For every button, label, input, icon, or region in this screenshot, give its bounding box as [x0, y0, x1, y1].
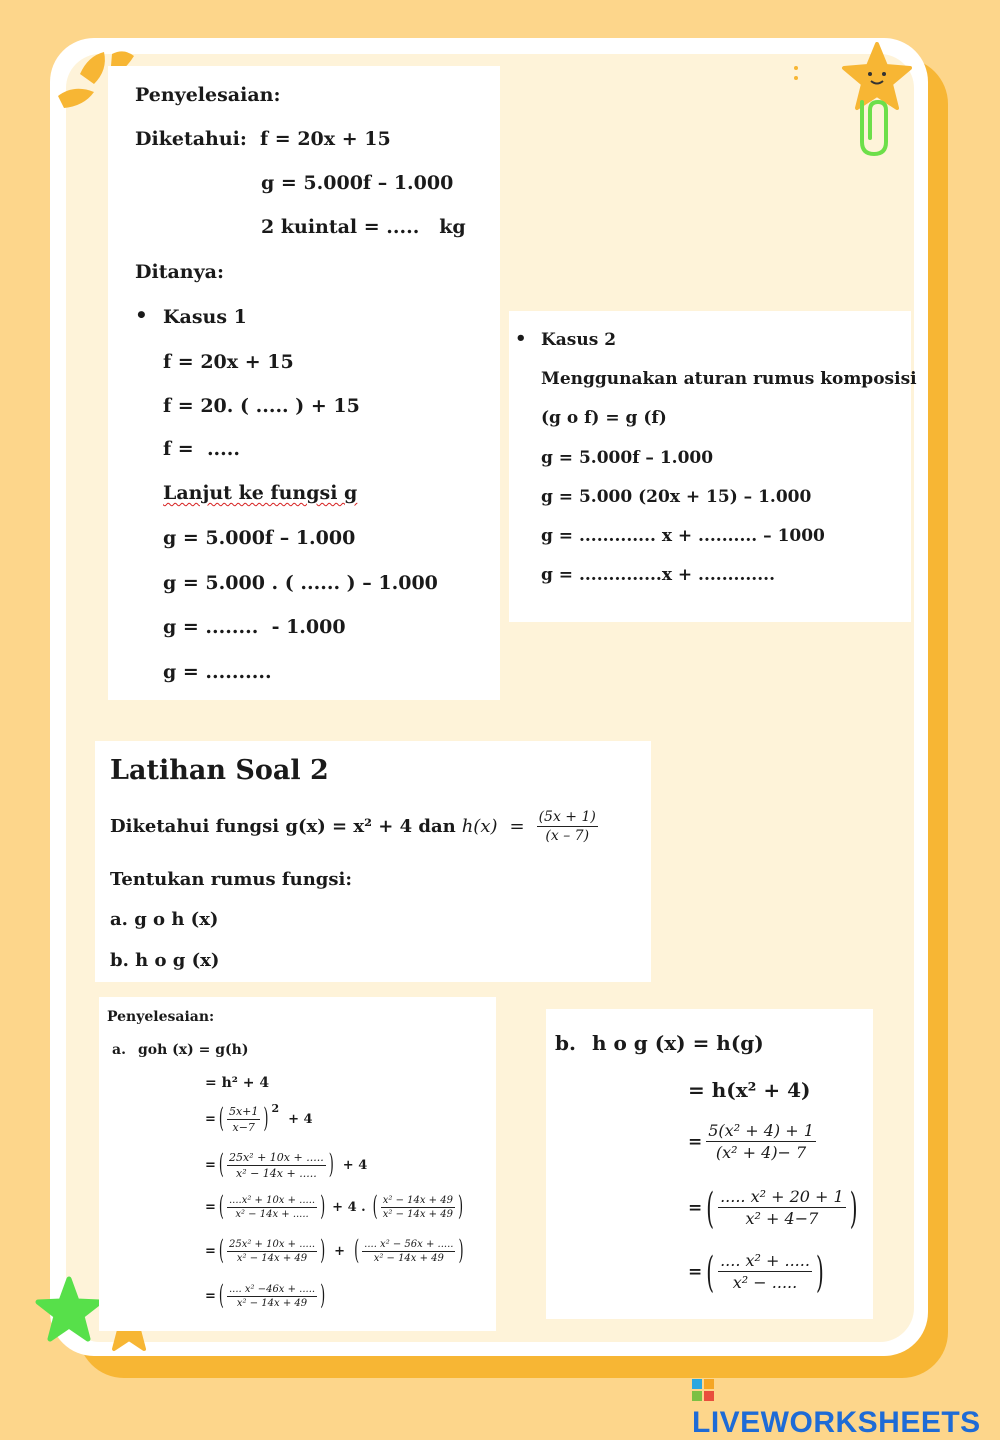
paren-open: ( — [218, 1280, 224, 1313]
step-numerator: 25x² + 10x + ..... — [228, 1151, 324, 1164]
solution-a-step — [205, 1280, 326, 1313]
solution-b-label: b. — [555, 1031, 576, 1055]
equals-sign: = — [688, 1261, 703, 1282]
solution-a-heading: Penyelesaian: — [107, 1009, 215, 1025]
known-line-1: f = 20x + 15 — [260, 128, 391, 150]
equals-sign: = — [205, 1244, 216, 1259]
exponent: 2 — [271, 1102, 280, 1115]
case-2-title: Kasus 2 — [541, 330, 617, 350]
step-denominator: x² − 14x + 49 — [236, 1298, 308, 1309]
solution-card-case2 — [509, 311, 917, 622]
case-1-line: g = 5.000f – 1.000 — [163, 527, 356, 549]
step-numerator: .... x² − 56x + ..... — [364, 1239, 454, 1250]
paren-close: ) — [328, 1149, 334, 1182]
logo-text: LIVEWORKSHEETS — [692, 1406, 981, 1439]
solution-a-step — [205, 1191, 464, 1224]
known-line-3: 2 kuintal = ..... kg — [261, 216, 466, 238]
solution-card-case1 — [108, 66, 500, 700]
paren-open: ( — [706, 1246, 715, 1297]
case-2-line: g = 5.000f – 1.000 — [541, 448, 714, 468]
case-1-line: f = ..... — [163, 438, 241, 460]
exercise-title: Latihan Soal 2 — [110, 755, 329, 786]
solution-a-step — [205, 1102, 313, 1136]
exercise-card — [95, 741, 651, 982]
step-numerator: x² − 14x + 49 — [382, 1195, 453, 1206]
step-denominator: x² + 4−7 — [745, 1209, 819, 1228]
solution-a-line: = h² + 4 — [205, 1075, 270, 1091]
paren-close: ) — [320, 1191, 326, 1224]
paren-open: ( — [218, 1191, 224, 1224]
equals-sign: = — [205, 1289, 216, 1304]
equals-sign: = — [205, 1200, 216, 1215]
step-fraction — [718, 1251, 812, 1292]
solution-b-card — [546, 1009, 873, 1319]
step-denominator: x² − ..... — [732, 1273, 798, 1292]
step-fraction — [227, 1151, 326, 1180]
given-text: Diketahui fungsi g(x) = x² + 4 dan — [110, 816, 456, 837]
step-fraction — [227, 1284, 317, 1309]
step-numerator: 5x+1 — [228, 1105, 259, 1118]
h-numerator: (5x + 1) — [538, 809, 596, 825]
case-2-line: g = ..............x + ............. — [541, 565, 775, 585]
equals-sign: = — [205, 1112, 216, 1127]
case-1-title: Kasus 1 — [163, 306, 247, 328]
step-numerator: .... x² + ..... — [720, 1251, 810, 1270]
solution-a-step — [205, 1151, 367, 1180]
step-numerator: ..... x² + 20 + 1 — [720, 1187, 844, 1206]
step-mid: + 4 . — [332, 1200, 366, 1215]
equals-sign: = — [509, 816, 525, 837]
paren-close: ) — [320, 1280, 326, 1313]
step-denominator: (x² + 4)− 7 — [715, 1143, 807, 1162]
solution-b-step — [688, 1246, 824, 1297]
case-1-line: g = ........ - 1.000 — [163, 616, 346, 638]
step-tail: + 4 — [342, 1158, 368, 1173]
case-2-line: g = ............. x + .......... – 1000 — [541, 526, 825, 546]
paren-open: ( — [706, 1182, 715, 1233]
case-2-line: Menggunakan aturan rumus komposisi — [541, 369, 917, 389]
equals-sign: = — [688, 1197, 703, 1218]
case-2-line: (g o f) = g (f) — [541, 408, 667, 428]
paperclip-icon — [852, 92, 896, 158]
solution-a-card — [99, 997, 496, 1331]
step-numerator: 25x² + 10x + ..... — [228, 1239, 316, 1250]
paren-close: ) — [849, 1182, 858, 1233]
bullet-icon: • — [515, 328, 527, 349]
equals-sign: = — [205, 1158, 216, 1173]
paren-open: ( — [372, 1191, 378, 1224]
section-heading: Penyelesaian: — [135, 84, 281, 106]
liveworksheets-logo[interactable] — [692, 1372, 1000, 1440]
step-numerator: 5(x² + 4) + 1 — [708, 1121, 814, 1140]
solution-b-step — [688, 1121, 816, 1162]
equals-sign: = — [688, 1131, 703, 1152]
dots-decoration — [794, 66, 798, 82]
paren-close: ) — [320, 1235, 326, 1268]
case-1-line: f = 20. ( ..... ) + 15 — [163, 395, 360, 417]
exercise-item-b: b. h o g (x) — [110, 950, 220, 971]
green-star-icon — [34, 1276, 104, 1346]
h-denominator: (x – 7) — [545, 828, 590, 844]
solution-b-line: h o g (x) = h(g) — [592, 1031, 764, 1055]
step-fraction — [381, 1195, 455, 1220]
case-1-line: Lanjut ke fungsi g — [163, 482, 358, 504]
known-label: Diketahui: — [135, 128, 247, 150]
paren-open: ( — [354, 1235, 360, 1268]
step-denominator: x² − 14x + 49 — [373, 1253, 444, 1264]
solution-a-line: goh (x) = g(h) — [138, 1042, 249, 1058]
step-denominator: x² − 14x + ..... — [235, 1209, 309, 1220]
solution-a-step — [205, 1235, 464, 1268]
step-fraction — [227, 1239, 317, 1264]
logo-mark-icon — [692, 1379, 714, 1401]
step-denominator: x² − 14x + 49 — [382, 1209, 453, 1220]
paren-open: ( — [218, 1103, 224, 1136]
step-fraction — [718, 1187, 846, 1228]
paren-open: ( — [218, 1149, 224, 1182]
step-fraction — [362, 1239, 455, 1264]
step-denominator: x² − 14x + 49 — [236, 1253, 308, 1264]
case-1-line: g = 5.000 . ( ...... ) – 1.000 — [163, 572, 438, 594]
exercise-ask: Tentukan rumus fungsi: — [110, 869, 352, 890]
paren-close: ) — [457, 1191, 464, 1224]
paren-close: ) — [458, 1235, 464, 1268]
solution-a-label: a. — [112, 1042, 126, 1058]
bullet-icon: • — [135, 303, 148, 327]
step-numerator: ....x² + 10x + ..... — [228, 1195, 316, 1206]
paren-close: ) — [263, 1103, 269, 1136]
step-denominator: x² − 14x + ..... — [235, 1167, 317, 1180]
step-numerator: .... x² −46x + ..... — [228, 1284, 316, 1295]
solution-b-line: = h(x² + 4) — [688, 1078, 811, 1102]
h-fraction — [537, 809, 598, 844]
step-fraction — [227, 1195, 317, 1220]
exercise-given — [110, 809, 598, 844]
step-fraction — [706, 1121, 816, 1162]
h-label: h(x) — [461, 816, 498, 837]
solution-b-step — [688, 1182, 858, 1233]
step-tail: + 4 — [288, 1112, 313, 1127]
paren-open: ( — [218, 1235, 224, 1268]
paren-close: ) — [815, 1246, 824, 1297]
case-2-line: g = 5.000 (20x + 15) – 1.000 — [541, 487, 812, 507]
asked-label: Ditanya: — [135, 261, 224, 283]
case-1-line: g = .......... — [163, 661, 272, 683]
known-line-2: g = 5.000f – 1.000 — [261, 172, 454, 194]
case-1-line: f = 20x + 15 — [163, 351, 294, 373]
exercise-item-a: a. g o h (x) — [110, 909, 219, 930]
step-fraction — [227, 1105, 260, 1134]
step-denominator: x−7 — [232, 1121, 255, 1134]
step-mid: + — [334, 1244, 346, 1259]
